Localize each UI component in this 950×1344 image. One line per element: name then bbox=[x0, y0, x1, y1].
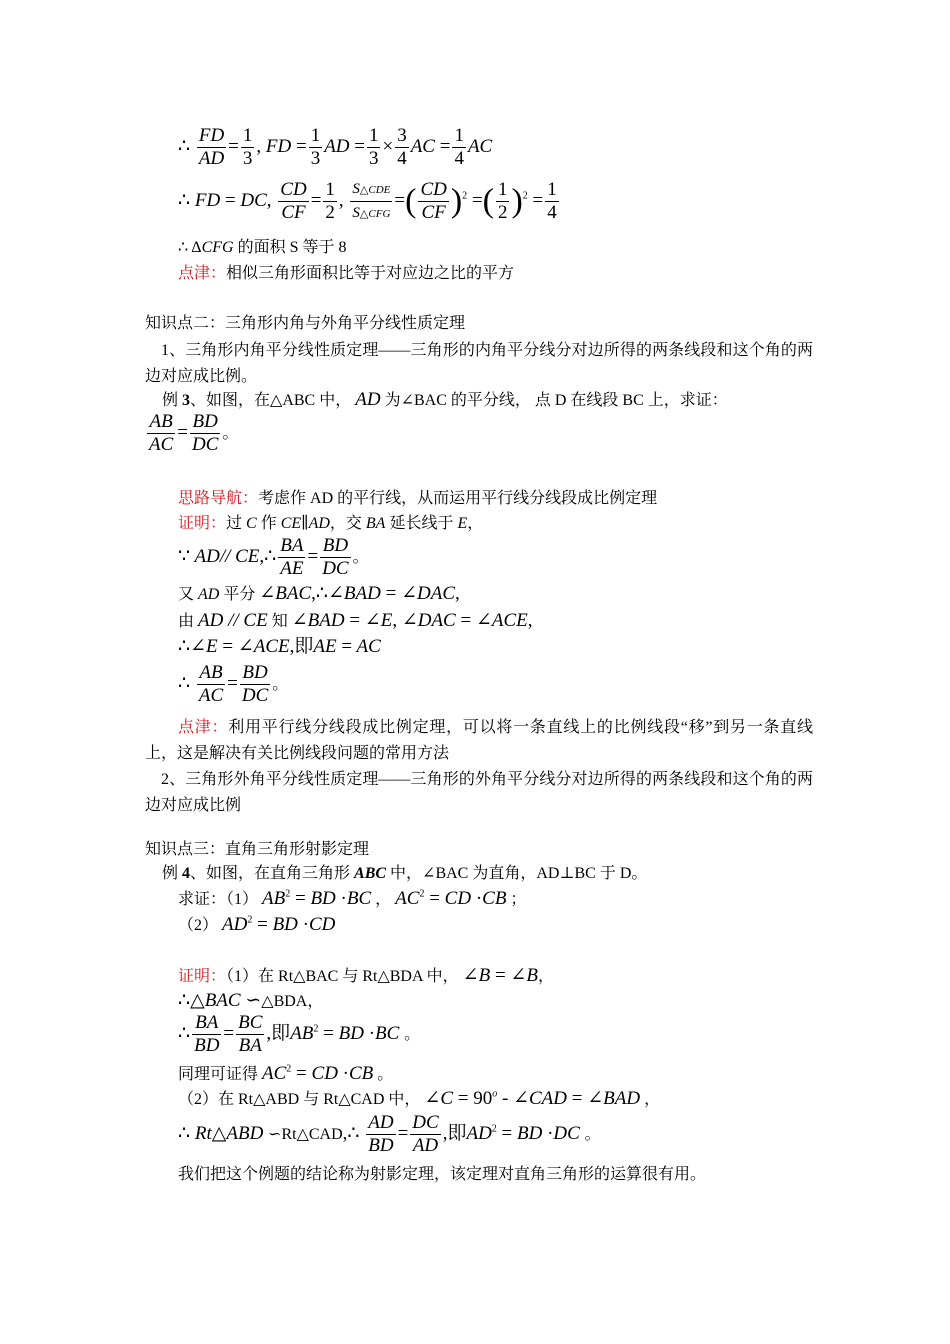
proof2-line-1: 证明：（1）在 Rt△BAC 与 Rt△BDA 中， ∠B = ∠B， bbox=[178, 965, 554, 986]
proof-line-2: ∵ AD// CE,∴ $\frac{BA}{AE}$ = $\frac{BD}{DC}$ 。 bbox=[178, 535, 369, 579]
example-3-statement: 例 3、如图，在△ABC 中， AD 为∠BAC 的平分线， 点 D 在线段 BC 上，求证： bbox=[162, 389, 728, 410]
tip-text: 相似三角形面积比等于对应边之比的平方 bbox=[226, 265, 515, 282]
kp2-item-1: 1、三角形内角平分线性质定理——三角形的内角平分线分对边所得的两条线段和这个角的两边对应成比例。 bbox=[145, 342, 813, 385]
tip-1 bbox=[178, 266, 514, 282]
hint-line bbox=[178, 491, 657, 507]
kp2-item-2: 2、三角形外角平分线性质定理——三角形的外角平分线分对边所得的两条线段和这个角的两边对应成比例 bbox=[145, 771, 813, 814]
example-3-equation: $\frac{AB}{AC}$ = $\frac{BD}{DC}$ 。 bbox=[149, 411, 239, 455]
tip2-label: 点津： bbox=[178, 719, 229, 736]
proof-line-6: ∴ $\frac{AB}{AC}$ = $\frac{BD}{DC}$ 。 bbox=[178, 662, 289, 706]
proof2-line-6: ∴ Rt△ABD ∽Rt△CAD,∴ $\frac{AD}{BD}$ = $\frac{DC}{AD}$ ,即$AD^2$ = BD ·DC 。 bbox=[178, 1112, 601, 1156]
example-4-question-1: 求证：（1） $AB^2$ = BD ·BC ， $AC^2$ = CD ·CB ； bbox=[178, 888, 527, 909]
equation-fd-ad: ∴ $\frac{FD}{AD}$ = $\frac{1}{3}$ , FD = $\frac{1}{3}$ AD = $\frac{1}{3}$ × $\frac{3}{4}$ AC = $\frac{1}{4}$ AC bbox=[178, 125, 493, 169]
proof-label: 证明： bbox=[178, 515, 227, 532]
proof-line-1: 证明：过 C 作 CE∥AD，交 BA 延长线于 E， bbox=[178, 515, 484, 532]
proof2-line-4: 同理可证得 $AC^2$ = CD ·CB 。 bbox=[178, 1063, 394, 1084]
proof2-line-3: ∴ $\frac{BA}{BD}$ = $\frac{BC}{BA}$ ,即$AB^2$ = BD ·BC 。 bbox=[178, 1012, 421, 1056]
tip-2 bbox=[145, 715, 813, 767]
equation-area-ratio: ∴ FD = DC, $\frac{CD}{CF}$ = $\frac{1}{2}$ , S△CDE S△CFG =( $\frac{CD}{CF}$ )$^2$ =( $\frac{1}{2}$ )$^2$ = $\frac{1}{4}$ bbox=[178, 179, 557, 223]
area-conclusion: ∴ ΔCFG 的面积 S 等于 8 bbox=[178, 239, 347, 256]
proof-line-4: 由 AD // CE 知 ∠BAD = ∠E, ∠DAC = ∠ACE, bbox=[178, 610, 533, 631]
section-title-kp3: 知识点三：直角三角形射影定理 bbox=[145, 841, 370, 858]
proof2-line-5: （2）在 Rt△ABD 与 Rt△CAD 中， ∠C = 90$^o$ - ∠CAD = ∠BAD ， bbox=[178, 1088, 661, 1109]
proof2-label: 证明： bbox=[178, 968, 227, 985]
example-4-statement: 例 4、如图，在直角三角形 ABC 中，∠BAC 为直角，AD⊥BC 于 D。 bbox=[162, 865, 648, 882]
hint-label: 思路导航： bbox=[178, 490, 259, 507]
example-4-question-2: （2） $AD^2$ = BD ·CD bbox=[178, 914, 336, 935]
section-title-kp2: 知识点二：三角形内角与外角平分线性质定理 bbox=[145, 315, 466, 332]
tip-label: 点津： bbox=[178, 265, 227, 282]
hint-text: 考虑作 AD 的平行线，从而运用平行线分线段成比例定理 bbox=[258, 490, 658, 507]
proof-line-3: 又 AD 平分 ∠BAC,∴∠BAD = ∠DAC, bbox=[178, 583, 460, 604]
proof-line-5: ∴∠E = ∠ACE,即AE = AC bbox=[178, 636, 381, 657]
tip2-text: 利用平行线分线段成比例定理，可以将一条直线上的比例线段“移”到另一条直线上，这是解决有关比例线段问题的常用方法 bbox=[145, 719, 813, 762]
proof2-line-2: ∴△BAC ∽△BDA， bbox=[178, 990, 324, 1011]
conclusion: 我们把这个例题的结论称为射影定理，该定理对直角三角形的运算很有用。 bbox=[178, 1166, 707, 1183]
